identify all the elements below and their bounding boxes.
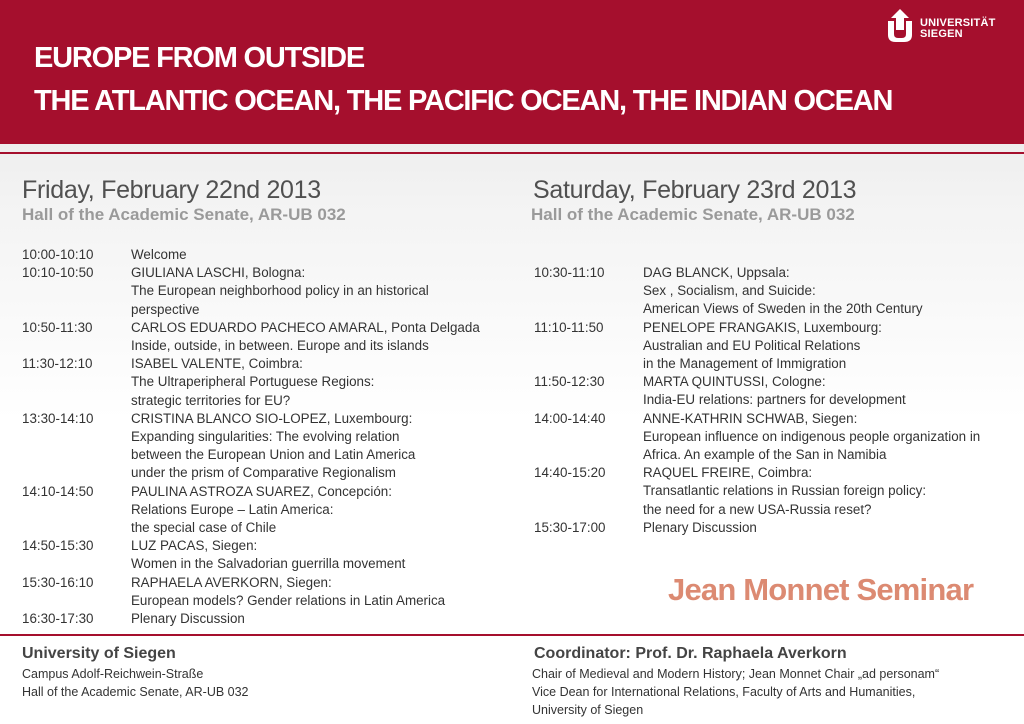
session-time: 15:30-16:10 (22, 574, 94, 590)
session-row (22, 264, 502, 319)
session-row (22, 483, 502, 538)
session-line: European models? Gender relations in Latin America (131, 592, 446, 608)
footer-coordinator-line: University of Siegen (532, 703, 644, 717)
session-row (534, 264, 1014, 319)
session-row (22, 246, 502, 264)
session-line: PAULINA ASTROZA SUAREZ, Concepción: (131, 483, 392, 499)
session-time: 14:40-15:20 (534, 465, 606, 481)
logo-text (920, 18, 996, 40)
session-time: 14:00-14:40 (534, 410, 606, 426)
session-row (534, 373, 1014, 409)
footer-coordinator-details (532, 665, 939, 719)
session-line: Africa. An example of the San in Namibia (643, 447, 887, 463)
session-time: 10:00-10:10 (22, 247, 94, 262)
session-line: LUZ PACAS, Siegen: (131, 538, 258, 554)
session-line: The Ultraperipheral Portuguese Regions: (131, 374, 375, 390)
session-line: Relations Europe – Latin America: (131, 501, 334, 517)
top-divider (0, 152, 1024, 154)
bottom-divider (0, 634, 1024, 636)
footer-coordinator-line: Vice Dean for International Relations, Faculty of Arts and Humanities, (532, 685, 916, 699)
saturday-program (534, 264, 1014, 537)
friday-heading: Friday, February 22nd 2013 (22, 176, 321, 204)
session-time: 10:30-11:10 (534, 265, 605, 280)
session-row (534, 519, 1014, 537)
session-row (22, 574, 502, 610)
session-row (534, 319, 1014, 374)
session-line: RAPHAELA AVERKORN, Siegen: (131, 574, 332, 590)
session-details (643, 464, 1014, 519)
session-row (534, 410, 1014, 465)
footer-address-line: Campus Adolf-Reichwein-Straße (22, 667, 204, 681)
session-details (643, 373, 1014, 409)
footer-address-line: Hall of the Academic Senate, AR-UB 032 (22, 685, 249, 699)
saturday-venue: Hall of the Academic Senate, AR-UB 032 (531, 205, 855, 224)
session-line: Plenary Discussion (131, 611, 245, 627)
session-line: under the prism of Comparative Regionalism (131, 465, 396, 481)
session-time: 11:10-11:50 (534, 319, 604, 335)
session-line: Australian and EU Political Relations (643, 337, 861, 353)
session-line: RAQUEL FREIRE, Coimbra: (643, 465, 813, 481)
footer-coordinator-heading: Coordinator: Prof. Dr. Raphaela Averkorn (534, 645, 847, 662)
logo-text-line-1: UNIVERSITÄT (920, 17, 996, 29)
session-time: 10:10-10:50 (22, 265, 94, 281)
session-details (643, 519, 1014, 537)
session-line: India-EU relations: partners for development (643, 392, 906, 408)
logo-text-line-2: SIEGEN (920, 28, 963, 40)
session-line: perspective (131, 301, 200, 317)
session-line: GIULIANA LASCHI, Bologna: (131, 265, 306, 281)
session-row (22, 410, 502, 483)
session-line: ANNE-KATHRIN SCHWAB, Siegen: (643, 410, 858, 426)
session-details (131, 319, 502, 355)
session-details (643, 319, 1014, 374)
session-row (534, 464, 1014, 519)
session-row (22, 319, 502, 355)
session-line: Expanding singularities: The evolving relation (131, 429, 400, 445)
session-line: Women in the Salvadorian guerrilla movement (131, 556, 406, 572)
session-time: 16:30-17:30 (22, 611, 94, 627)
session-time: 11:30-12:10 (22, 356, 93, 372)
session-line: CARLOS EDUARDO PACHECO AMARAL, Ponta Delgada (131, 319, 480, 335)
session-line: in the Management of Immigration (643, 356, 847, 372)
session-line: Welcome (131, 247, 187, 262)
session-line: Sex , Socialism, and Suicide: (643, 283, 816, 299)
session-line: MARTA QUINTUSSI, Cologne: (643, 374, 826, 390)
session-line: Transatlantic relations in Russian foreign policy: (643, 483, 927, 499)
session-line: European influence on indigenous people organization in (643, 428, 981, 444)
friday-program (22, 246, 502, 628)
session-line: CRISTINA BLANCO SIO-LOPEZ, Luxembourg: (131, 410, 413, 426)
session-line: between the European Union and Latin America (131, 447, 416, 463)
session-time: 15:30-17:00 (534, 519, 606, 535)
session-time: 10:50-11:30 (22, 319, 93, 335)
session-row (22, 610, 502, 628)
session-line: The European neighborhood policy in an historical (131, 283, 429, 299)
session-details (131, 610, 502, 628)
session-row (22, 355, 502, 410)
session-line: ISABEL VALENTE, Coimbra: (131, 356, 303, 372)
session-line: American Views of Sweden in the 20th Century (643, 301, 923, 317)
header-banner (0, 0, 1024, 144)
footer-address (22, 665, 249, 701)
session-details (131, 574, 502, 610)
title-line-2: THE ATLANTIC OCEAN, THE PACIFIC OCEAN, THE INDIAN OCEAN (34, 85, 893, 117)
session-time: 14:10-14:50 (22, 483, 94, 499)
saturday-heading: Saturday, February 23rd 2013 (533, 176, 857, 204)
session-line: the special case of Chile (131, 520, 277, 536)
session-time: 13:30-14:10 (22, 410, 94, 426)
session-time: 14:50-15:30 (22, 538, 94, 554)
title-line-1: EUROPE FROM OUTSIDE (34, 42, 365, 74)
session-row (22, 537, 502, 573)
seminar-title: Jean Monnet Seminar (668, 572, 974, 607)
friday-venue: Hall of the Academic Senate, AR-UB 032 (22, 205, 346, 224)
session-details (131, 537, 502, 573)
session-line: Inside, outside, in between. Europe and its islands (131, 338, 429, 354)
session-line: Plenary Discussion (643, 519, 757, 535)
session-time: 11:50-12:30 (534, 374, 605, 390)
session-details (131, 410, 502, 483)
session-details (643, 410, 1014, 465)
footer-coordinator-line: Chair of Medieval and Modern History; Jean Monnet Chair „ad personam“ (532, 667, 940, 681)
session-line: PENELOPE FRANGAKIS, Luxembourg: (643, 319, 882, 335)
session-details (643, 264, 1014, 319)
session-line: DAG BLANCK, Uppsala: (643, 265, 790, 280)
university-logo (885, 9, 1010, 45)
session-details (131, 246, 502, 264)
footer-university-heading: University of Siegen (22, 645, 176, 662)
session-details (131, 483, 502, 538)
session-details (131, 355, 502, 410)
university-logo-icon (885, 9, 915, 43)
session-line: strategic territories for EU? (131, 392, 291, 408)
session-details (131, 264, 502, 319)
session-line: the need for a new USA-Russia reset? (643, 501, 872, 517)
